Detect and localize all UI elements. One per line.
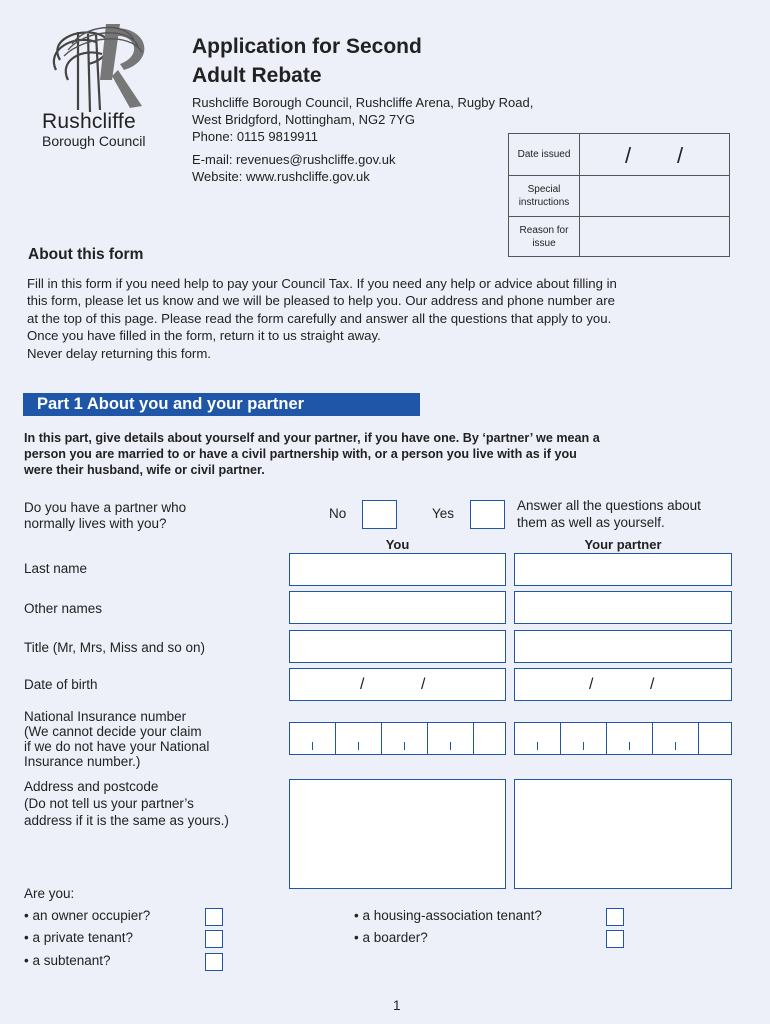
email-text: E-mail: revenues@rushcliffe.gov.uk — [192, 152, 396, 167]
housing-association-checkbox[interactable] — [606, 908, 624, 926]
address-label-line3: address if it is the same as yours.) — [24, 813, 229, 828]
other-names-you-input[interactable] — [289, 591, 506, 624]
address-label-line1: Address and postcode — [24, 779, 159, 794]
dob-partner-slash-2: / — [650, 676, 655, 693]
subtenant-label: • a subtenant? — [24, 953, 111, 968]
answer-note-line1: Answer all the questions about — [517, 498, 701, 513]
other-names-partner-input[interactable] — [514, 591, 732, 624]
ni-tick — [312, 742, 313, 750]
logo-subtitle: Borough Council — [42, 133, 146, 149]
logo-mark-icon — [38, 20, 166, 115]
dob-partner-slash-1: / — [589, 676, 594, 693]
about-line-4: Once you have filled in the form, return it to us straight away. — [27, 328, 381, 343]
about-heading: About this form — [28, 246, 144, 263]
address-line2: West Bridgford, Nottingham, NG2 7YG — [192, 112, 416, 127]
address-line1: Rushcliffe Borough Council, Rushcliffe Arena, Rugby Road, — [192, 95, 534, 110]
boarder-label: • a boarder? — [354, 930, 428, 945]
ni-label-line1: National Insurance number — [24, 709, 187, 724]
date-slash-2: / — [677, 143, 684, 168]
intro-line-3: were their husband, wife or civil partner. — [24, 463, 265, 477]
last-name-partner-input[interactable] — [514, 553, 732, 586]
ni-label-line3: if we do not have your National — [24, 739, 210, 754]
ni-you-cell-1 — [290, 723, 336, 754]
page-title-line2: Adult Rebate — [192, 64, 322, 87]
reason-for-issue-label: Reason for issue — [509, 217, 580, 257]
title-label: Title (Mr, Mrs, Miss and so on) — [24, 640, 206, 655]
title-partner-input[interactable] — [514, 630, 732, 663]
ni-label-line2: (We cannot decide your claim — [24, 724, 202, 739]
dob-you-input[interactable] — [289, 668, 506, 701]
ni-partner-cell-3 — [607, 723, 653, 754]
about-line-3: at the top of this page. Please read the form carefully and answer all the questions that apply to you. — [27, 311, 612, 326]
title-you-input[interactable] — [289, 630, 506, 663]
ni-tick — [675, 742, 676, 750]
other-names-label: Other names — [24, 601, 103, 616]
ni-you-cell-3 — [382, 723, 428, 754]
private-tenant-label: • a private tenant? — [24, 930, 134, 945]
date-issued-label: Date issued — [509, 134, 580, 175]
page-number: 1 — [393, 998, 401, 1013]
boarder-checkbox[interactable] — [606, 930, 624, 948]
ni-tick — [450, 742, 451, 750]
column-partner: Your partner — [584, 537, 662, 552]
phone-text: Phone: 0115 9819911 — [192, 129, 319, 144]
subtenant-checkbox[interactable] — [205, 953, 223, 971]
ni-you-input[interactable] — [289, 722, 506, 755]
dob-you-slash-2: / — [421, 676, 426, 693]
intro-line-1: In this part, give details about yourself and your partner, if you have one. By ‘partner’ we mean a — [24, 431, 600, 445]
website-text: Website: www.rushcliffe.gov.uk — [192, 169, 370, 184]
partner-yes-checkbox[interactable] — [470, 500, 505, 529]
ni-partner-cell-5 — [699, 723, 709, 754]
office-row-date — [509, 134, 729, 175]
part1-banner: Part 1 About you and your partner — [23, 393, 420, 416]
intro-line-2: person you are married to or have a civil partnership with, or a person you live with as if you — [24, 447, 577, 461]
ni-tick — [404, 742, 405, 750]
date-slash-1: / — [625, 143, 632, 168]
ni-tick — [583, 742, 584, 750]
column-you: You — [385, 537, 410, 552]
logo-name: Rushcliffe — [42, 110, 136, 133]
no-label: No — [329, 506, 347, 521]
dob-label: Date of birth — [24, 677, 98, 692]
partner-question-line2: normally lives with you? — [24, 516, 167, 531]
ni-tick — [537, 742, 538, 750]
partner-no-checkbox[interactable] — [362, 500, 397, 529]
office-row-reason — [509, 216, 729, 257]
ni-partner-input[interactable] — [514, 722, 732, 755]
ni-you-cell-2 — [336, 723, 382, 754]
about-line-5: Never delay returning this form. — [27, 346, 211, 361]
partner-question-line1: Do you have a partner who — [24, 500, 187, 515]
answer-note-line2: them as well as yourself. — [517, 515, 665, 530]
private-tenant-checkbox[interactable] — [205, 930, 223, 948]
ni-tick — [358, 742, 359, 750]
yes-label: Yes — [432, 506, 455, 521]
address-label-line2: (Do not tell us your partner’s — [24, 796, 194, 811]
ni-partner-cell-2 — [561, 723, 607, 754]
special-instructions-label: Special instructions — [509, 176, 580, 216]
ni-label-line4: Insurance number.) — [24, 754, 141, 769]
are-you-label: Are you: — [24, 886, 75, 901]
about-line-1: Fill in this form if you need help to pay your Council Tax. If you need any help or advice about filling in — [27, 276, 617, 291]
page-title-line1: Application for Second — [192, 35, 422, 58]
owner-occupier-checkbox[interactable] — [205, 908, 223, 926]
ni-tick — [629, 742, 630, 750]
owner-occupier-label: • an owner occupier? — [24, 908, 151, 923]
office-use-table — [508, 133, 730, 257]
address-you-input[interactable] — [289, 779, 506, 889]
last-name-label: Last name — [24, 561, 88, 576]
housing-association-label: • a housing-association tenant? — [354, 908, 542, 923]
last-name-you-input[interactable] — [289, 553, 506, 586]
ni-partner-cell-4 — [653, 723, 699, 754]
about-line-2: this form, please let us know and we will be pleased to help you. Our address and phone number are — [27, 293, 615, 308]
dob-partner-input[interactable] — [514, 668, 732, 701]
address-partner-input[interactable] — [514, 779, 732, 889]
ni-you-cell-4 — [428, 723, 474, 754]
ni-partner-cell-1 — [515, 723, 561, 754]
dob-you-slash-1: / — [360, 676, 365, 693]
office-row-special — [509, 175, 729, 216]
